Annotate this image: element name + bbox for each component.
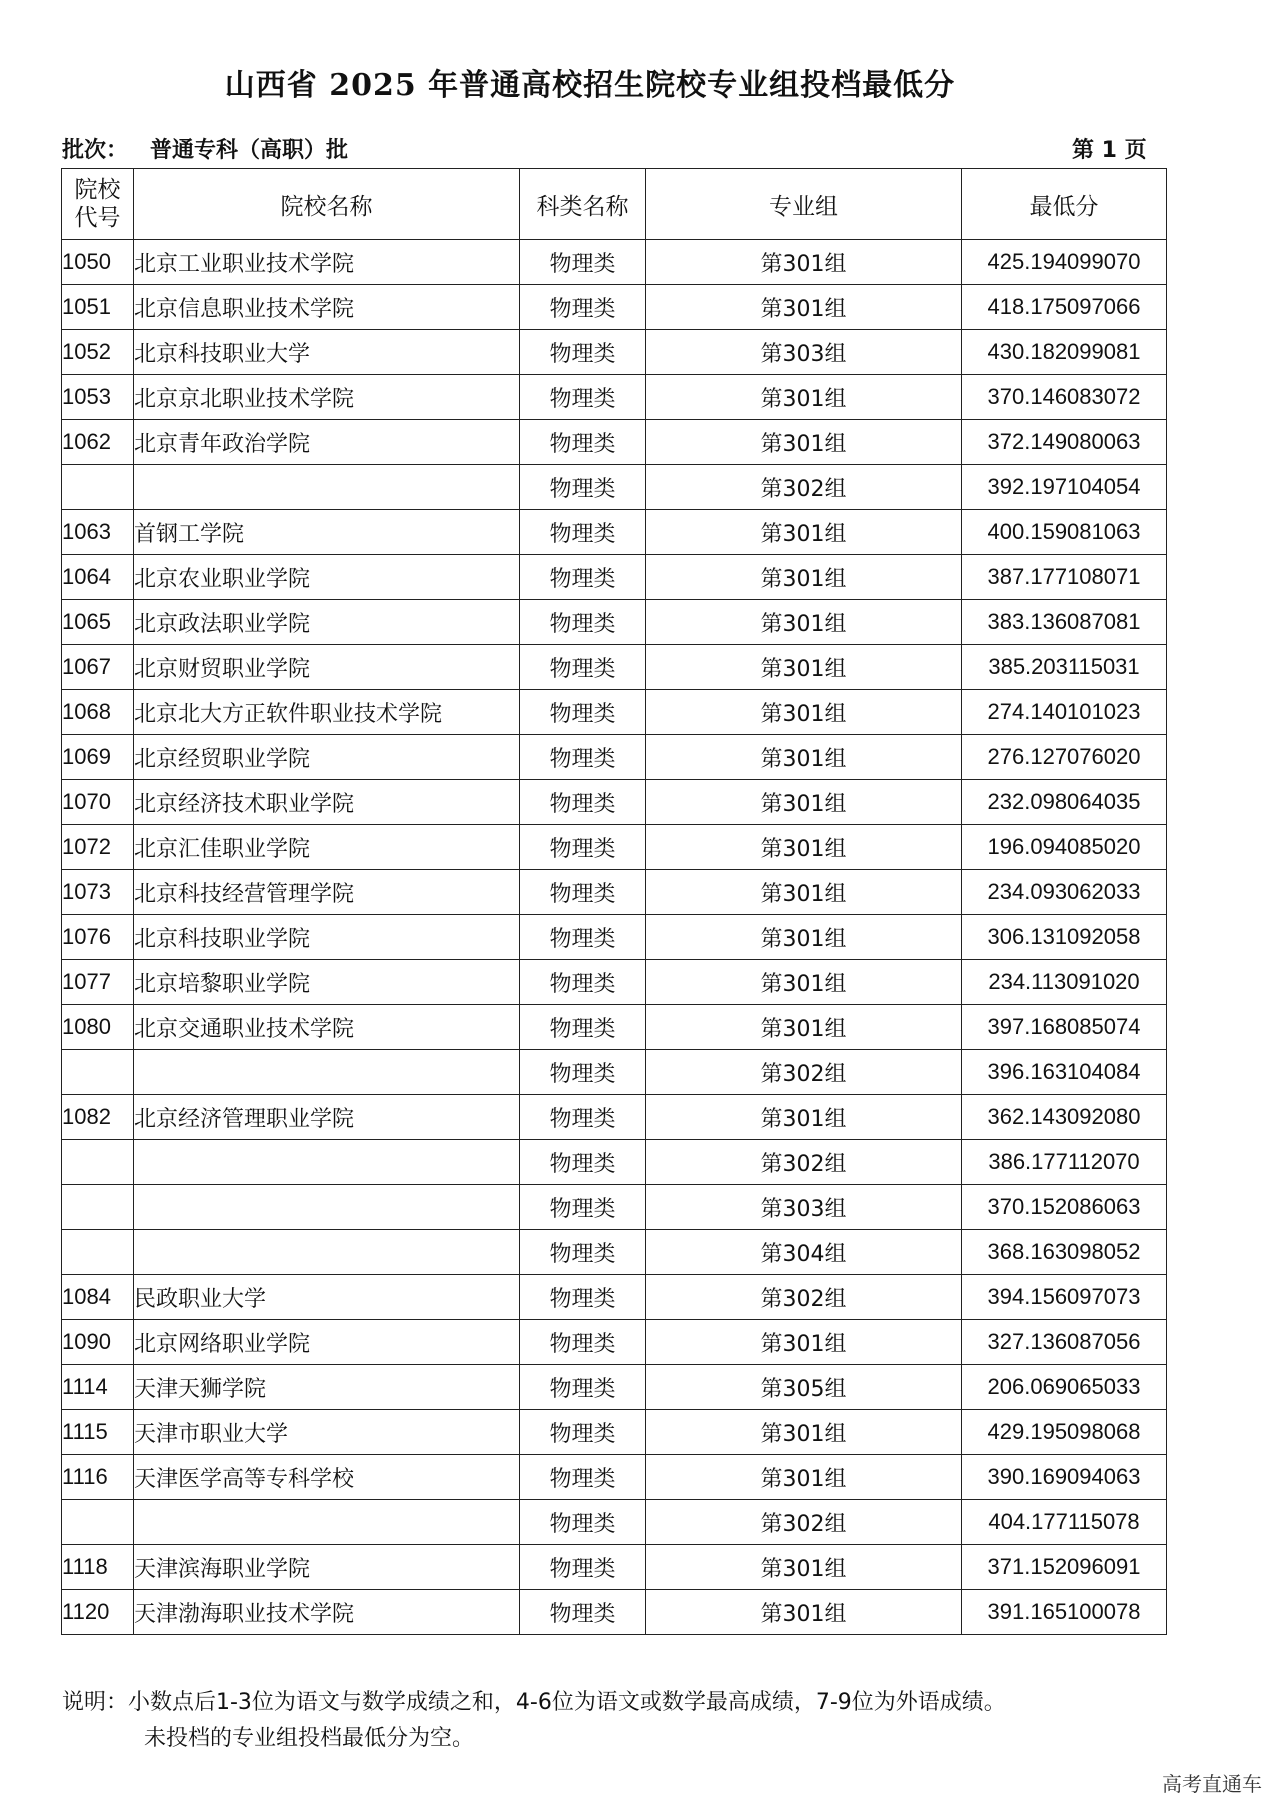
table-row — [62, 1545, 1167, 1590]
table-row — [62, 825, 1167, 870]
cell-category: 物理类 — [520, 1320, 646, 1365]
table-row — [62, 1230, 1167, 1275]
cell-name: 天津渤海职业技术学院 — [134, 1590, 520, 1635]
cell-name: 天津天狮学院 — [134, 1365, 520, 1410]
cell-score: 385.203115031 — [962, 645, 1167, 690]
cell-code: 1084 — [62, 1275, 134, 1320]
cell-score: 397.168085074 — [962, 1005, 1167, 1050]
cell-score: 362.143092080 — [962, 1095, 1167, 1140]
cell-code: 1050 — [62, 240, 134, 285]
cell-category: 物理类 — [520, 960, 646, 1005]
note — [62, 1685, 1006, 1757]
cell-category: 物理类 — [520, 690, 646, 735]
cell-name: 天津医学高等专科学校 — [134, 1455, 520, 1500]
cell-group: 第301组 — [646, 690, 962, 735]
cell-group: 第301组 — [646, 420, 962, 465]
cell-group: 第301组 — [646, 825, 962, 870]
cell-group: 第301组 — [646, 780, 962, 825]
cell-code: 1062 — [62, 420, 134, 465]
cell-group: 第301组 — [646, 1455, 962, 1500]
cell-score: 371.152096091 — [962, 1545, 1167, 1590]
cell-score: 383.136087081 — [962, 600, 1167, 645]
cell-name: 北京工业职业技术学院 — [134, 240, 520, 285]
table-row — [62, 915, 1167, 960]
cell-group: 第301组 — [646, 960, 962, 1005]
cell-code: 1070 — [62, 780, 134, 825]
cell-score: 392.197104054 — [962, 465, 1167, 510]
cell-name — [134, 1230, 520, 1275]
cell-group: 第301组 — [646, 915, 962, 960]
cell-group: 第301组 — [646, 1410, 962, 1455]
table-row — [62, 690, 1167, 735]
header-score: 最低分 — [962, 169, 1167, 240]
cell-group: 第301组 — [646, 1590, 962, 1635]
cell-score: 425.194099070 — [962, 240, 1167, 285]
batch-label: 批次： — [62, 138, 129, 163]
cell-group: 第302组 — [646, 1050, 962, 1095]
cell-group: 第301组 — [646, 1005, 962, 1050]
cell-category: 物理类 — [520, 510, 646, 555]
cell-group: 第301组 — [646, 1545, 962, 1590]
watermark-text: 高考直通车 — [1162, 1772, 1262, 1796]
cell-score: 387.177108071 — [962, 555, 1167, 600]
table-row — [62, 330, 1167, 375]
table-row — [62, 870, 1167, 915]
table-row — [62, 1275, 1167, 1320]
cell-score: 386.177112070 — [962, 1140, 1167, 1185]
cell-category: 物理类 — [520, 1140, 646, 1185]
cell-name — [134, 1140, 520, 1185]
cell-category: 物理类 — [520, 1500, 646, 1545]
cell-group: 第301组 — [646, 285, 962, 330]
cell-group: 第302组 — [646, 1140, 962, 1185]
table-row — [62, 645, 1167, 690]
cell-group: 第303组 — [646, 330, 962, 375]
cell-category: 物理类 — [520, 420, 646, 465]
cell-category: 物理类 — [520, 780, 646, 825]
table-header-row — [62, 169, 1167, 240]
cell-group: 第302组 — [646, 465, 962, 510]
cell-name: 天津市职业大学 — [134, 1410, 520, 1455]
cell-code: 1118 — [62, 1545, 134, 1590]
cell-name: 北京经济技术职业学院 — [134, 780, 520, 825]
cell-category: 物理类 — [520, 600, 646, 645]
cell-group: 第301组 — [646, 1095, 962, 1140]
cell-score: 391.165100078 — [962, 1590, 1167, 1635]
cell-category: 物理类 — [520, 285, 646, 330]
table-row — [62, 375, 1167, 420]
cell-name: 北京网络职业学院 — [134, 1320, 520, 1365]
cell-group: 第301组 — [646, 240, 962, 285]
cell-category: 物理类 — [520, 915, 646, 960]
cell-group: 第301组 — [646, 555, 962, 600]
cell-code — [62, 1140, 134, 1185]
cell-group: 第301组 — [646, 735, 962, 780]
cell-code: 1063 — [62, 510, 134, 555]
cell-score: 206.069065033 — [962, 1365, 1167, 1410]
cell-category: 物理类 — [520, 1545, 646, 1590]
batch-info — [62, 133, 348, 164]
cell-score: 274.140101023 — [962, 690, 1167, 735]
cell-code: 1080 — [62, 1005, 134, 1050]
cell-name: 首钢工学院 — [134, 510, 520, 555]
batch-value: 普通专科（高职）批 — [150, 138, 349, 163]
table-row — [62, 1140, 1167, 1185]
cell-name: 北京政法职业学院 — [134, 600, 520, 645]
cell-group: 第302组 — [646, 1500, 962, 1545]
table-row — [62, 510, 1167, 555]
cell-group: 第305组 — [646, 1365, 962, 1410]
cell-score: 196.094085020 — [962, 825, 1167, 870]
cell-code: 1053 — [62, 375, 134, 420]
cell-code: 1114 — [62, 1365, 134, 1410]
cell-score: 276.127076020 — [962, 735, 1167, 780]
cell-score: 430.182099081 — [962, 330, 1167, 375]
cell-code: 1069 — [62, 735, 134, 780]
cell-category: 物理类 — [520, 735, 646, 780]
cell-code: 1115 — [62, 1410, 134, 1455]
cell-name: 北京经贸职业学院 — [134, 735, 520, 780]
cell-category: 物理类 — [520, 555, 646, 600]
cell-code: 1072 — [62, 825, 134, 870]
table-row — [62, 780, 1167, 825]
cell-code: 1077 — [62, 960, 134, 1005]
cell-group: 第304组 — [646, 1230, 962, 1275]
page-number: 第 1 页 — [1072, 138, 1147, 163]
table-row — [62, 1455, 1167, 1500]
table-row — [62, 1185, 1167, 1230]
table-row — [62, 1410, 1167, 1455]
cell-code: 1065 — [62, 600, 134, 645]
cell-category: 物理类 — [520, 1455, 646, 1500]
cell-group: 第301组 — [646, 1320, 962, 1365]
cell-name: 民政职业大学 — [134, 1275, 520, 1320]
cell-group: 第303组 — [646, 1185, 962, 1230]
table-row — [62, 465, 1167, 510]
cell-name: 北京京北职业技术学院 — [134, 375, 520, 420]
page-title: 山西省 2025 年普通高校招生院校专业组投档最低分 — [224, 68, 956, 103]
cell-name: 北京北大方正软件职业技术学院 — [134, 690, 520, 735]
cell-name: 北京汇佳职业学院 — [134, 825, 520, 870]
cell-category: 物理类 — [520, 240, 646, 285]
header-code: 院校 代号 — [62, 169, 134, 240]
cell-score: 370.152086063 — [962, 1185, 1167, 1230]
cell-name: 北京信息职业技术学院 — [134, 285, 520, 330]
table-row — [62, 1590, 1167, 1635]
cell-category: 物理类 — [520, 645, 646, 690]
table-row — [62, 420, 1167, 465]
cell-score: 418.175097066 — [962, 285, 1167, 330]
cell-category: 物理类 — [520, 1005, 646, 1050]
score-table — [61, 168, 1167, 1635]
table-row — [62, 735, 1167, 780]
cell-score: 372.149080063 — [962, 420, 1167, 465]
cell-code: 1067 — [62, 645, 134, 690]
cell-name: 天津滨海职业学院 — [134, 1545, 520, 1590]
cell-score: 370.146083072 — [962, 375, 1167, 420]
cell-name — [134, 465, 520, 510]
cell-group: 第301组 — [646, 870, 962, 915]
cell-code — [62, 1500, 134, 1545]
cell-group: 第301组 — [646, 510, 962, 555]
cell-category: 物理类 — [520, 375, 646, 420]
note-line-2: 未投档的专业组投档最低分为空。 — [144, 1726, 475, 1751]
table-row — [62, 1095, 1167, 1140]
cell-name: 北京经济管理职业学院 — [134, 1095, 520, 1140]
cell-category: 物理类 — [520, 825, 646, 870]
cell-code: 1064 — [62, 555, 134, 600]
cell-category: 物理类 — [520, 1410, 646, 1455]
table-row — [62, 1365, 1167, 1410]
cell-score: 234.113091020 — [962, 960, 1167, 1005]
cell-code: 1052 — [62, 330, 134, 375]
cell-name: 北京青年政治学院 — [134, 420, 520, 465]
cell-category: 物理类 — [520, 465, 646, 510]
cell-name: 北京培黎职业学院 — [134, 960, 520, 1005]
cell-score: 234.093062033 — [962, 870, 1167, 915]
cell-name: 北京科技职业大学 — [134, 330, 520, 375]
cell-name — [134, 1050, 520, 1095]
cell-score: 306.131092058 — [962, 915, 1167, 960]
table-body — [62, 240, 1167, 1635]
table-row — [62, 960, 1167, 1005]
cell-name: 北京财贸职业学院 — [134, 645, 520, 690]
cell-code: 1090 — [62, 1320, 134, 1365]
cell-group: 第301组 — [646, 600, 962, 645]
cell-code: 1076 — [62, 915, 134, 960]
cell-code — [62, 1050, 134, 1095]
cell-code: 1120 — [62, 1590, 134, 1635]
cell-group: 第302组 — [646, 1275, 962, 1320]
cell-name: 北京科技经营管理学院 — [134, 870, 520, 915]
cell-code: 1082 — [62, 1095, 134, 1140]
cell-score: 394.156097073 — [962, 1275, 1167, 1320]
header-name: 院校名称 — [134, 169, 520, 240]
cell-code — [62, 1185, 134, 1230]
cell-score: 400.159081063 — [962, 510, 1167, 555]
cell-name: 北京科技职业学院 — [134, 915, 520, 960]
cell-category: 物理类 — [520, 870, 646, 915]
cell-category: 物理类 — [520, 1050, 646, 1095]
table-row — [62, 555, 1167, 600]
header-group: 专业组 — [646, 169, 962, 240]
cell-score: 429.195098068 — [962, 1410, 1167, 1455]
cell-code: 1068 — [62, 690, 134, 735]
note-line-1: 说明：小数点后1-3位为语文与数学成绩之和，4-6位为语文或数学最高成绩，7-9位为外语成绩。 — [62, 1690, 1006, 1715]
cell-name — [134, 1185, 520, 1230]
cell-group: 第301组 — [646, 375, 962, 420]
cell-code — [62, 1230, 134, 1275]
cell-category: 物理类 — [520, 1185, 646, 1230]
cell-category: 物理类 — [520, 1095, 646, 1140]
cell-group: 第301组 — [646, 645, 962, 690]
table-row — [62, 240, 1167, 285]
cell-category: 物理类 — [520, 1230, 646, 1275]
table-row — [62, 1500, 1167, 1545]
table-row — [62, 285, 1167, 330]
cell-code: 1116 — [62, 1455, 134, 1500]
cell-category: 物理类 — [520, 1275, 646, 1320]
cell-score: 404.177115078 — [962, 1500, 1167, 1545]
cell-score: 390.169094063 — [962, 1455, 1167, 1500]
cell-code — [62, 465, 134, 510]
cell-name: 北京交通职业技术学院 — [134, 1005, 520, 1050]
cell-score: 232.098064035 — [962, 780, 1167, 825]
cell-score: 396.163104084 — [962, 1050, 1167, 1095]
cell-name — [134, 1500, 520, 1545]
header-category: 科类名称 — [520, 169, 646, 240]
cell-score: 368.163098052 — [962, 1230, 1167, 1275]
cell-name: 北京农业职业学院 — [134, 555, 520, 600]
cell-category: 物理类 — [520, 1365, 646, 1410]
table-row — [62, 600, 1167, 645]
cell-category: 物理类 — [520, 1590, 646, 1635]
cell-score: 327.136087056 — [962, 1320, 1167, 1365]
cell-code: 1073 — [62, 870, 134, 915]
table-row — [62, 1320, 1167, 1365]
cell-category: 物理类 — [520, 330, 646, 375]
table-row — [62, 1005, 1167, 1050]
table-row — [62, 1050, 1167, 1095]
cell-code: 1051 — [62, 285, 134, 330]
